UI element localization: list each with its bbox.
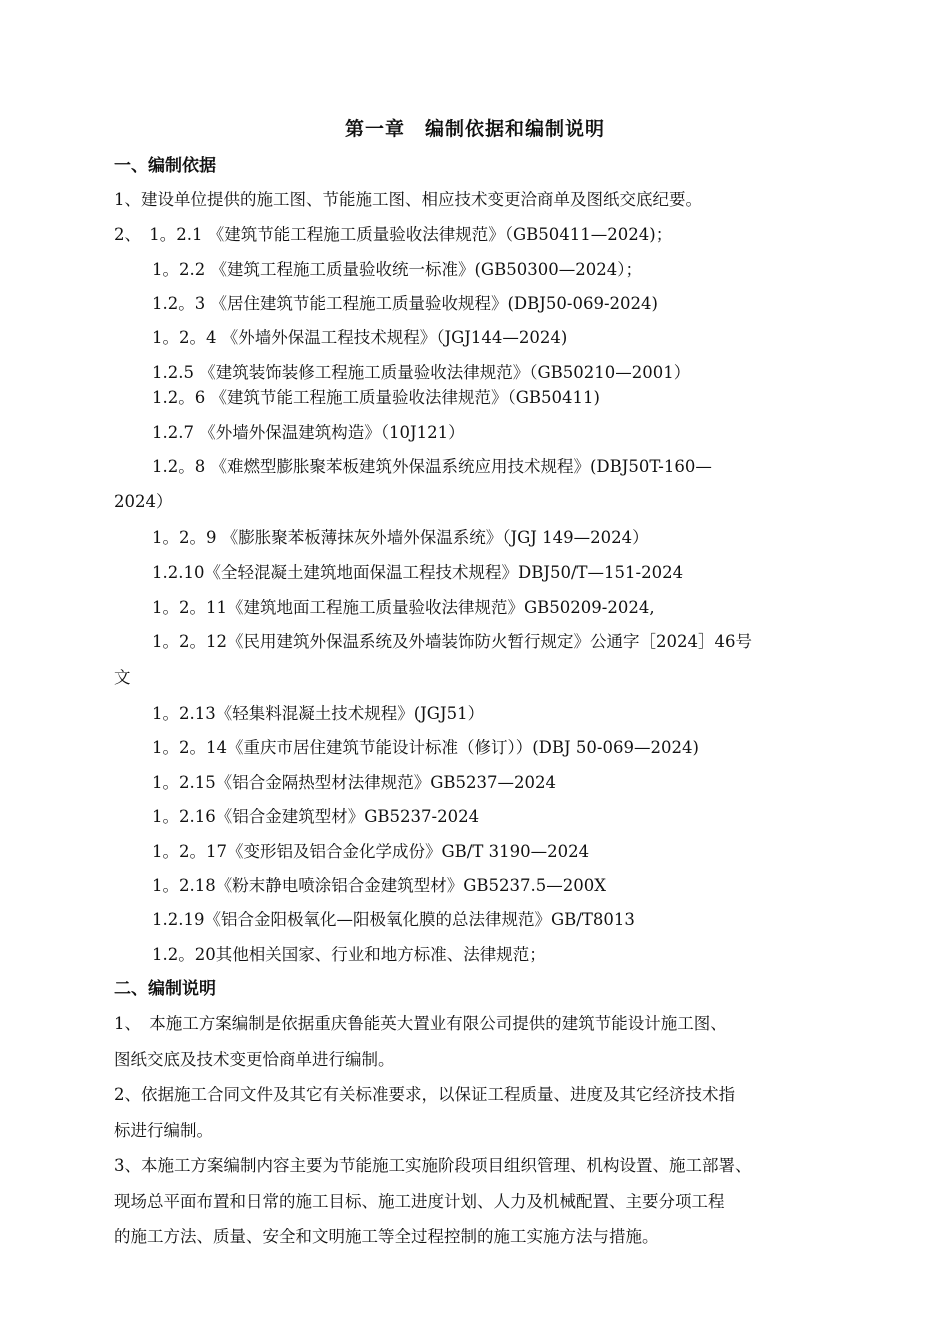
- reference-line: 1。2。4 《外墙外保温工程技术规程》（JGJ144—2024): [152, 328, 568, 347]
- explanation-line: 现场总平面布置和日常的施工目标、施工进度计划、人力及机械配置、主要分项工程: [114, 1192, 725, 1211]
- reference-line: 1。2。9 《膨胀聚苯板薄抹灰外墙外保温系统》（JGJ 149—2024）: [152, 528, 649, 547]
- reference-line: 1。2。11《建筑地面工程施工质量验收法律规范》GB50209-2024,: [152, 598, 655, 617]
- reference-line: 1。2。12《民用建筑外保温系统及外墙装饰防火暂行规定》公通字［2024］46号: [152, 632, 752, 651]
- reference-line: 1。2。14《重庆市居住建筑节能设计标准（修订））(DBJ 50-069—2024): [152, 738, 699, 757]
- reference-line: 1.2.5 《建筑装饰装修工程施工质量验收法律规范》（GB50210—2001）: [152, 363, 691, 382]
- chapter-title: 第一章 编制依据和编制说明: [344, 118, 605, 140]
- explanation-line: 3、本施工方案编制内容主要为节能施工实施阶段项目组织管理、机构设置、施工部署、: [114, 1156, 752, 1175]
- section-heading-basis: 一、编制依据: [114, 156, 216, 176]
- reference-line: 1.2.10《全轻混凝土建筑地面保温工程技术规程》DBJ50/T—151-2024: [152, 563, 684, 582]
- explanation-line: 的施工方法、质量、安全和文明施工等全过程控制的施工实施方法与措施。: [114, 1227, 659, 1246]
- reference-line: 1。2。17《变形铝及铝合金化学成份》GB/T 3190—2024: [152, 842, 590, 861]
- reference-line: 1。2.16《铝合金建筑型材》GB5237-2024: [152, 807, 480, 826]
- reference-line: 1。2.15《铝合金隔热型材法律规范》GB5237—2024: [152, 773, 557, 792]
- reference-line: 1。2.2 《建筑工程施工质量验收统一标准》(GB50300—2024）；: [152, 260, 642, 279]
- reference-line-continuation: 文: [114, 668, 131, 687]
- reference-line: 1.2。6 《建筑节能工程施工质量验收法律规范》（GB50411): [152, 388, 600, 407]
- explanation-line: 图纸交底及技术变更恰商单进行编制。: [114, 1050, 395, 1069]
- explanation-line: 标进行编制。: [114, 1121, 213, 1140]
- reference-line: 1.2.19《铝合金阳极氧化—阳极氧化膜的总法律规范》GB/T8013: [152, 910, 635, 929]
- explanation-line: 2、依据施工合同文件及其它有关标准要求，以保证工程质量、进度及其它经济技术指: [114, 1085, 735, 1104]
- reference-line-continuation: 2024）: [114, 492, 173, 511]
- reference-line: 1.2。3 《居住建筑节能工程施工质量验收规程》(DBJ50-069-2024): [152, 294, 658, 313]
- basis-item-2: 2、 1。2.1 《建筑节能工程施工质量验收法律规范》（GB50411—2024)；: [114, 225, 673, 244]
- section-heading-explanation: 二、编制说明: [114, 979, 216, 999]
- reference-line: 1.2.7 《外墙外保温建筑构造》（10J121）: [152, 423, 465, 442]
- reference-line: 1。2.13《轻集料混凝土技术规程》(JGJ51）: [152, 704, 485, 723]
- basis-item-1: 1、建设单位提供的施工图、节能施工图、相应技术变更洽商单及图纸交底纪要。: [114, 190, 702, 209]
- reference-line: 1.2。8 《难燃型膨胀聚苯板建筑外保温系统应用技术规程》(DBJ50T-160—: [152, 457, 712, 476]
- explanation-line: 1、 本施工方案编制是依据重庆鲁能英大置业有限公司提供的建筑节能设计施工图、: [114, 1014, 727, 1033]
- reference-line: 1.2。20其他相关国家、行业和地方标准、法律规范；: [152, 945, 546, 964]
- reference-line: 1。2.18《粉末静电喷涂铝合金建筑型材》GB5237.5—200X: [152, 876, 607, 895]
